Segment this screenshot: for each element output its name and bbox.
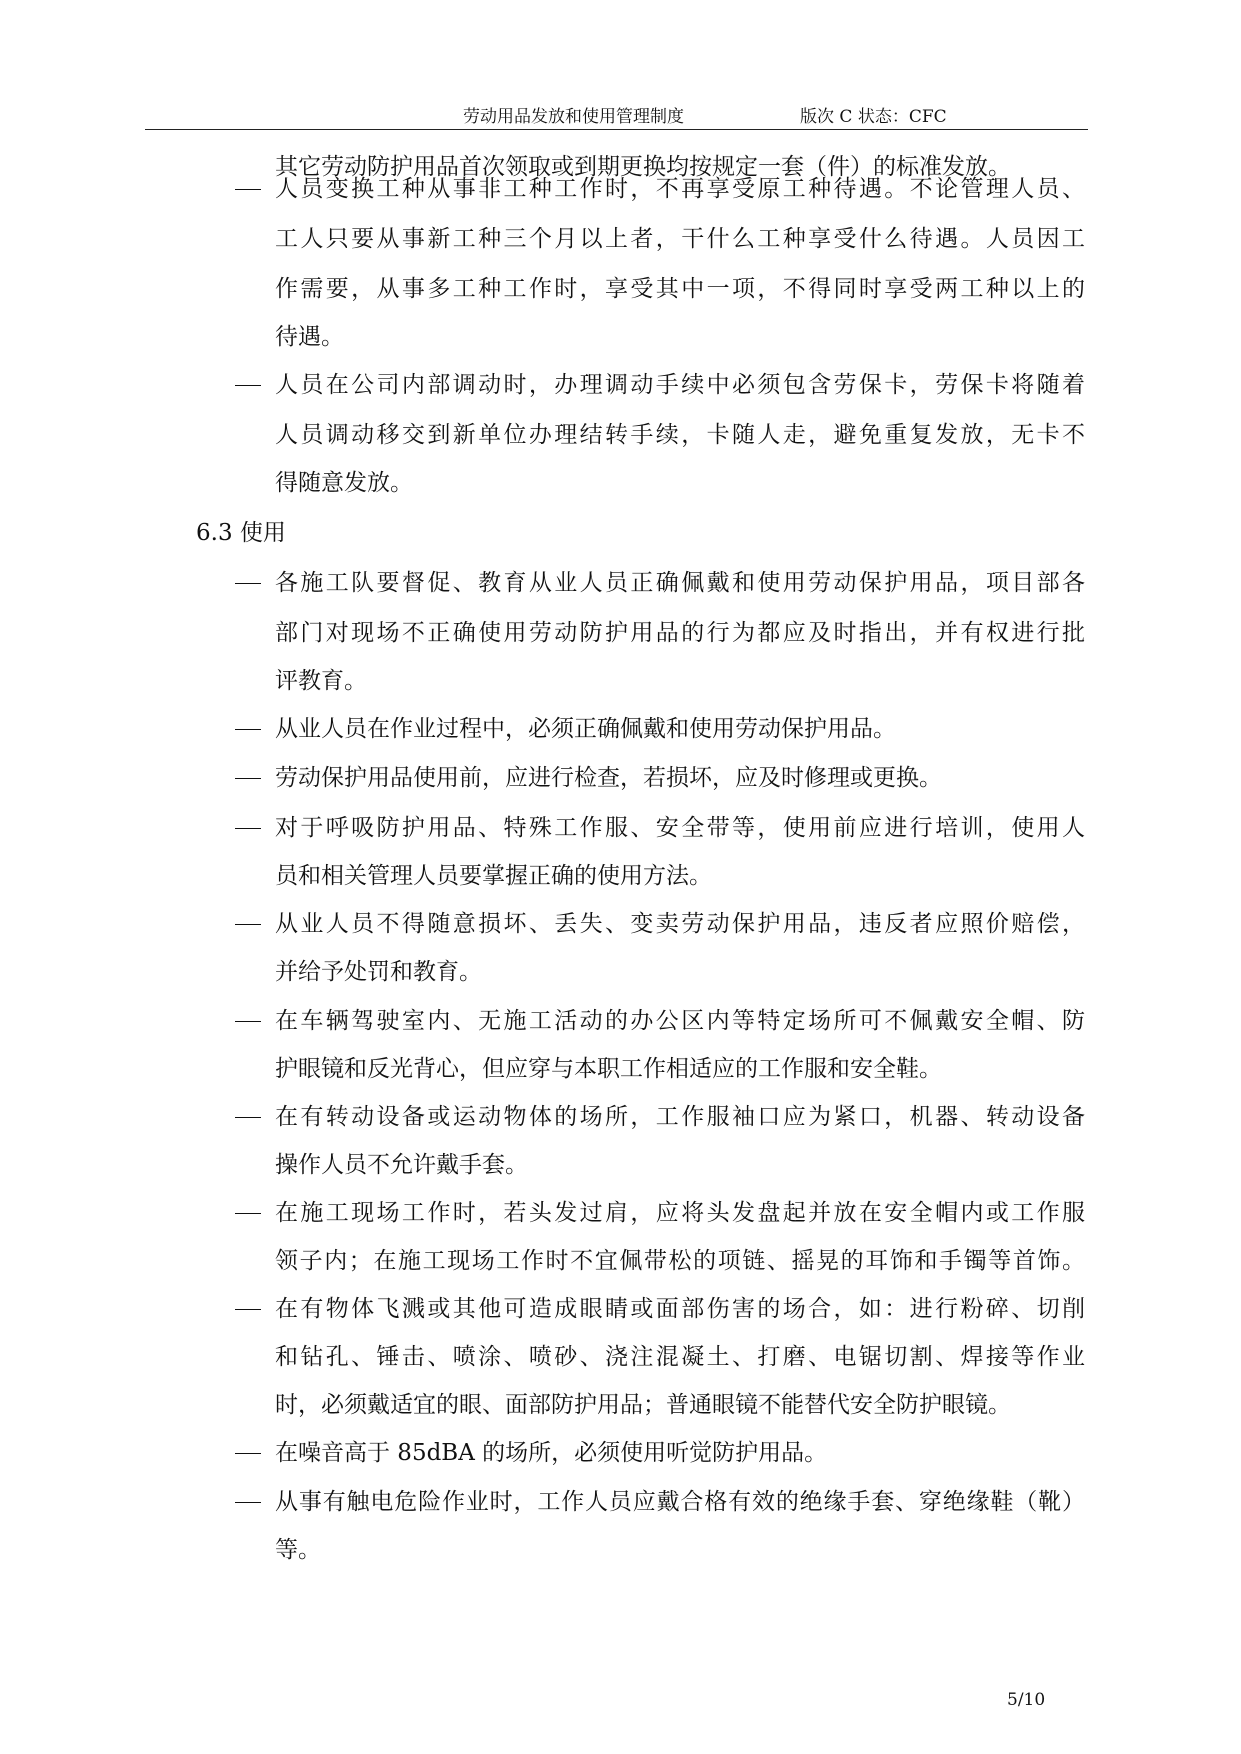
text-line: 人员变换工种从事非工种工作时，不再享受原工种待遇。不论管理人员、 [275, 176, 1085, 202]
list-item-line: 护眼镜和反光背心，但应穿与本职工作相适应的工作服和安全鞋。 [275, 1056, 942, 1082]
text-line: 待遇。 [275, 324, 344, 350]
bullet-dash [235, 385, 261, 386]
bullet-dash [235, 778, 261, 779]
bullet-dash [235, 1021, 261, 1022]
list-item-line: 等。 [275, 1537, 321, 1563]
list-item-line: 各施工队要督促、教育从业人员正确佩戴和使用劳动保护用品，项目部各 [275, 570, 1085, 596]
list-item-line: 评教育。 [275, 668, 367, 694]
list-item-line: 操作人员不允许戴手套。 [275, 1152, 528, 1178]
bullet-dash [235, 1502, 261, 1503]
bullet-dash [235, 1453, 261, 1454]
text-line: 人员调动移交到新单位办理结转手续，卡随人走，避免重复发放，无卡不 [275, 422, 1085, 448]
list-item-line: 员和相关管理人员要掌握正确的使用方法。 [275, 863, 712, 889]
list-item-line: 在噪音高于 85dBA 的场所，必须使用听觉防护用品。 [275, 1440, 828, 1466]
text-line: 得随意发放。 [275, 470, 413, 496]
bullet-dash [235, 828, 261, 829]
list-item-line: 在施工现场工作时，若头发过肩，应将头发盘起并放在安全帽内或工作服 [275, 1200, 1085, 1226]
bullet-dash [235, 1117, 261, 1118]
header-divider [145, 129, 1088, 130]
list-item-line: 对于呼吸防护用品、特殊工作服、安全带等，使用前应进行培训，使用人 [275, 815, 1085, 841]
bullet-dash [235, 189, 261, 190]
list-item-line: 劳动保护用品使用前，应进行检查，若损坏，应及时修理或更换。 [275, 765, 942, 791]
bullet-dash [235, 1213, 261, 1214]
list-item-line: 在有物体飞溅或其他可造成眼睛或面部伤害的场合，如：进行粉碎、切削 [275, 1296, 1085, 1322]
bullet-dash [235, 1309, 261, 1310]
page-number: 5/10 [1007, 1690, 1046, 1710]
bullet-dash [235, 729, 261, 730]
list-item-line: 时，必须戴适宜的眼、面部防护用品；普通眼镜不能替代安全防护眼镜。 [275, 1392, 1011, 1418]
list-item-line: 从业人员不得随意损坏、丢失、变卖劳动保护用品，违反者应照价赔偿， [275, 911, 1085, 937]
list-item-line: 领子内；在施工现场工作时不宜佩带松的项链、摇晃的耳饰和手镯等首饰。 [275, 1248, 1085, 1274]
list-item-line: 从业人员在作业过程中，必须正确佩戴和使用劳动保护用品。 [275, 716, 896, 742]
text-line: 工人只要从事新工种三个月以上者，干什么工种享受什么待遇。人员因工 [275, 226, 1085, 252]
list-item-line: 在车辆驾驶室内、无施工活动的办公区内等特定场所可不佩戴安全帽、防 [275, 1008, 1085, 1034]
text-line: 人员在公司内部调动时，办理调动手续中必须包含劳保卡，劳保卡将随着 [275, 372, 1085, 398]
document-title: 劳动用品发放和使用管理制度 [463, 107, 684, 127]
list-item-line: 在有转动设备或运动物体的场所，工作服袖口应为紧口，机器、转动设备 [275, 1104, 1085, 1130]
bullet-dash [235, 583, 261, 584]
version-status: 版次 C 状态：CFC [800, 107, 947, 127]
list-item-line: 从事有触电危险作业时，工作人员应戴合格有效的绝缘手套、穿绝缘鞋（靴） [275, 1489, 1085, 1515]
list-item-line: 和钻孔、锤击、喷涂、喷砂、浇注混凝土、打磨、电锯切割、焊接等作业 [275, 1344, 1085, 1370]
list-item-line: 部门对现场不正确使用劳动防护用品的行为都应及时指出，并有权进行批 [275, 620, 1085, 646]
text-line: 作需要，从事多工种工作时，享受其中一项，不得同时享受两工种以上的 [275, 276, 1085, 302]
text-line: 其它劳动防护用品首次领取或到期更换均按规定一套（件）的标准发放。 [275, 154, 1011, 180]
list-item-line: 并给予处罚和教育。 [275, 959, 482, 985]
section-heading: 6.3 使用 [196, 520, 286, 546]
bullet-dash [235, 924, 261, 925]
